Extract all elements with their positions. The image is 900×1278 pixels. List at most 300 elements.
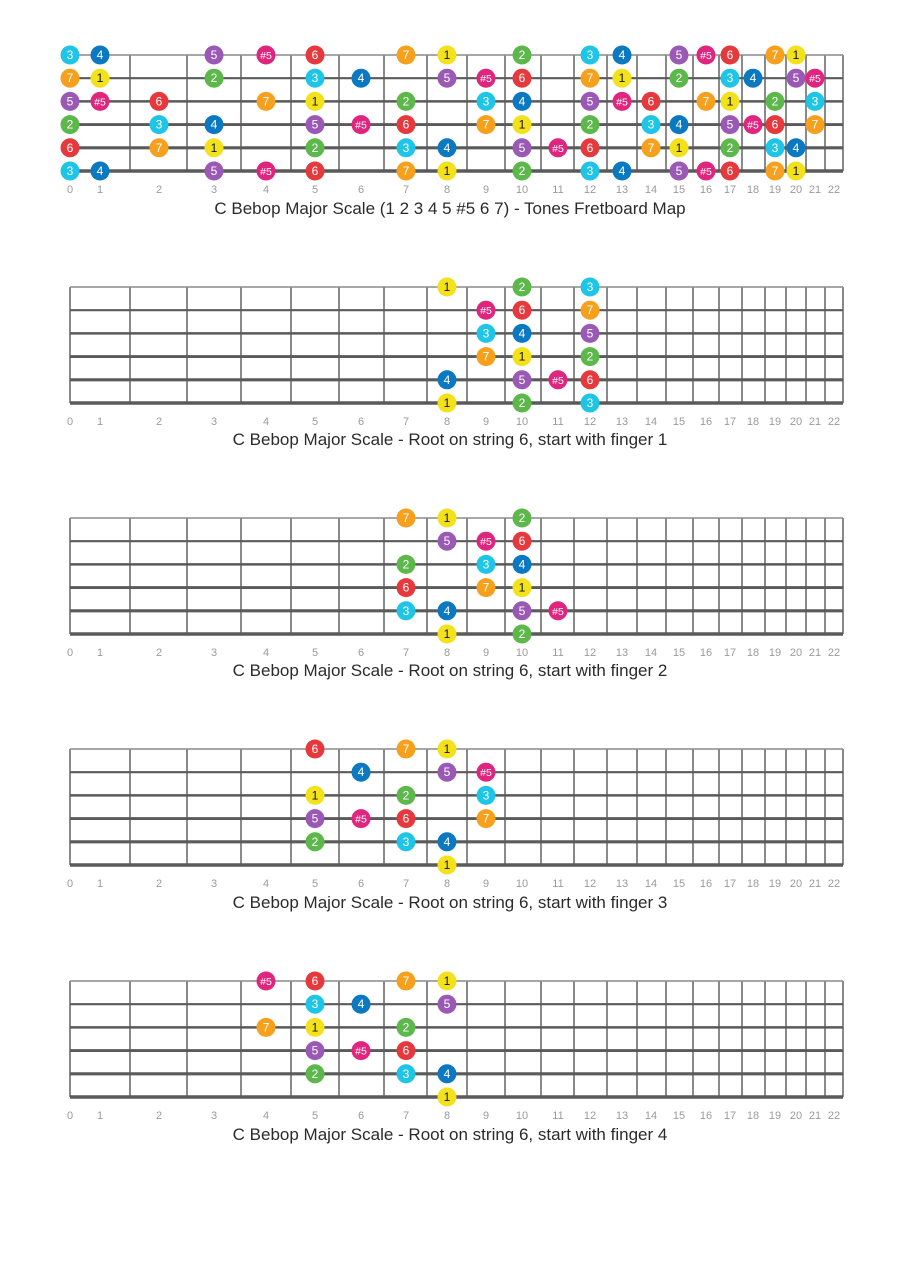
svg-text:6: 6 — [586, 372, 594, 387]
note-dot — [721, 162, 740, 181]
note-dot — [581, 370, 600, 389]
fret-number: 4 — [262, 878, 270, 890]
note-dot — [438, 763, 457, 782]
note-dot — [397, 115, 416, 134]
fret-number: 14 — [644, 647, 658, 659]
svg-text:6: 6 — [311, 742, 319, 756]
svg-text:5: 5 — [586, 94, 594, 109]
svg-text:7: 7 — [811, 117, 819, 132]
note-dot — [670, 69, 689, 88]
svg-text:1: 1 — [311, 94, 319, 109]
fret-number: 13 — [615, 878, 629, 890]
note-dot — [438, 601, 457, 620]
svg-text:1: 1 — [311, 1020, 319, 1035]
svg-text:6: 6 — [647, 94, 655, 109]
svg-text:5: 5 — [518, 603, 526, 618]
note-dot — [397, 578, 416, 597]
fret-number: 7 — [402, 416, 410, 428]
fret-number: 22 — [827, 416, 841, 428]
svg-text:4: 4 — [443, 140, 451, 155]
svg-text:1: 1 — [443, 627, 451, 641]
svg-text:7: 7 — [402, 48, 410, 62]
svg-text:6: 6 — [518, 303, 526, 318]
svg-text:#5: #5 — [355, 1045, 367, 1058]
svg-text:#5: #5 — [355, 119, 367, 132]
note-dot — [581, 394, 600, 413]
caption-finger-3: C Bebop Major Scale - Root on string 6, start with finger 3 — [232, 893, 668, 912]
svg-text:#5: #5 — [700, 166, 712, 178]
fret-number: 9 — [482, 184, 490, 196]
fret-number: 7 — [402, 1110, 410, 1122]
note-dot — [438, 532, 457, 551]
note-dot — [91, 46, 110, 65]
fret-number: 18 — [746, 1110, 760, 1122]
svg-text:4: 4 — [675, 117, 683, 132]
fret-number: 20 — [789, 1110, 803, 1122]
caption-finger-2: C Bebop Major Scale - Root on string 6, start with finger 2 — [232, 661, 668, 680]
svg-text:5: 5 — [210, 48, 218, 62]
note-dot — [438, 1064, 457, 1083]
note-dot — [477, 555, 496, 574]
svg-text:#5: #5 — [480, 305, 492, 318]
note-dot — [697, 162, 716, 181]
note-dot — [257, 1018, 276, 1037]
fret-number: 1 — [96, 184, 104, 196]
svg-text:3: 3 — [771, 140, 779, 155]
svg-text:1: 1 — [96, 71, 104, 86]
fret-number: 6 — [357, 1110, 365, 1122]
note-dot — [61, 92, 80, 111]
note-dot — [513, 162, 532, 181]
svg-text:1: 1 — [792, 164, 800, 178]
fret-number: 14 — [644, 184, 658, 196]
note-dot — [581, 301, 600, 320]
note-dot — [721, 115, 740, 134]
svg-text:3: 3 — [402, 140, 410, 155]
note-dot — [513, 301, 532, 320]
fret-number: 21 — [808, 1110, 822, 1122]
svg-text:2: 2 — [66, 117, 74, 132]
note-dot — [613, 46, 632, 65]
svg-text:7: 7 — [647, 140, 655, 155]
fret-number: 5 — [311, 416, 319, 428]
fret-number: 14 — [644, 878, 658, 890]
svg-text:2: 2 — [518, 280, 526, 294]
fret-number: 2 — [155, 647, 163, 659]
fret-number: 4 — [262, 416, 270, 428]
note-dot — [61, 138, 80, 157]
svg-text:4: 4 — [443, 372, 451, 387]
note-dot — [91, 162, 110, 181]
note-dot — [438, 856, 457, 875]
note-dot — [306, 995, 325, 1014]
note-dot — [306, 809, 325, 828]
fretboard-finger-3 — [67, 740, 843, 891]
fret-number: 15 — [672, 878, 686, 890]
note-dot — [581, 69, 600, 88]
note-dot — [306, 115, 325, 134]
fret-number: 1 — [96, 878, 104, 890]
note-dot — [477, 301, 496, 320]
svg-text:1: 1 — [443, 1090, 451, 1104]
note-dot — [697, 46, 716, 65]
fret-number: 16 — [699, 878, 713, 890]
note-dot — [744, 115, 763, 134]
note-dot — [352, 995, 371, 1014]
fret-number: 4 — [262, 184, 270, 196]
fret-number: 21 — [808, 184, 822, 196]
svg-text:4: 4 — [792, 140, 800, 155]
note-dot — [477, 786, 496, 805]
svg-text:6: 6 — [66, 140, 74, 155]
fret-number: 13 — [615, 184, 629, 196]
fret-number: 8 — [443, 647, 451, 659]
svg-text:2: 2 — [311, 1066, 319, 1081]
note-dot — [642, 138, 661, 157]
fret-number: 21 — [808, 878, 822, 890]
note-dot — [581, 115, 600, 134]
fret-number: 6 — [357, 878, 365, 890]
fret-number: 19 — [768, 1110, 782, 1122]
svg-text:3: 3 — [586, 396, 594, 410]
note-dot — [306, 832, 325, 851]
note-dot — [150, 138, 169, 157]
fret-number: 14 — [644, 1110, 658, 1122]
fret-number: 4 — [262, 647, 270, 659]
svg-text:#5: #5 — [552, 142, 564, 155]
note-dot — [721, 138, 740, 157]
fret-number: 11 — [552, 647, 564, 659]
note-dot — [306, 1018, 325, 1037]
svg-text:6: 6 — [518, 71, 526, 86]
svg-text:5: 5 — [443, 997, 451, 1012]
fret-number: 3 — [210, 184, 218, 196]
fret-number: 7 — [402, 647, 410, 659]
fret-number: 3 — [210, 416, 218, 428]
svg-text:7: 7 — [262, 1020, 270, 1035]
svg-text:#5: #5 — [260, 166, 272, 178]
svg-text:3: 3 — [66, 48, 74, 62]
fret-number: 5 — [311, 878, 319, 890]
fret-number: 16 — [699, 1110, 713, 1122]
note-dot — [306, 138, 325, 157]
svg-text:7: 7 — [702, 94, 710, 109]
note-dot — [150, 115, 169, 134]
svg-text:7: 7 — [586, 303, 594, 318]
fretboard-tones-map — [61, 46, 844, 197]
note-dot — [513, 625, 532, 644]
fret-number: 2 — [155, 416, 163, 428]
fret-number: 1 — [96, 1110, 104, 1122]
note-dot — [306, 786, 325, 805]
svg-text:5: 5 — [675, 164, 683, 178]
fretboard-finger-4 — [67, 972, 843, 1123]
note-dot — [397, 162, 416, 181]
fret-number: 0 — [66, 416, 74, 428]
note-dot — [397, 46, 416, 65]
note-dot — [438, 46, 457, 65]
fret-number: 20 — [789, 878, 803, 890]
svg-text:7: 7 — [482, 117, 490, 132]
svg-text:7: 7 — [402, 511, 410, 525]
note-dot — [61, 162, 80, 181]
svg-text:#5: #5 — [480, 73, 492, 86]
svg-text:4: 4 — [749, 71, 757, 86]
svg-text:3: 3 — [311, 71, 319, 86]
svg-text:1: 1 — [518, 580, 526, 595]
svg-text:2: 2 — [675, 71, 683, 86]
svg-text:4: 4 — [443, 603, 451, 618]
svg-text:5: 5 — [586, 326, 594, 341]
note-dot — [61, 46, 80, 65]
note-dot — [549, 370, 568, 389]
fret-number: 20 — [789, 184, 803, 196]
note-dot — [438, 832, 457, 851]
note-dot — [306, 162, 325, 181]
svg-text:6: 6 — [771, 117, 779, 132]
fret-number: 10 — [515, 416, 529, 428]
note-dot — [477, 532, 496, 551]
note-dot — [613, 69, 632, 88]
svg-text:5: 5 — [726, 117, 734, 132]
note-dot — [397, 555, 416, 574]
svg-text:4: 4 — [518, 557, 526, 572]
svg-text:3: 3 — [482, 326, 490, 341]
note-dot — [306, 972, 325, 991]
note-dot — [581, 138, 600, 157]
svg-text:1: 1 — [518, 349, 526, 364]
note-dot — [477, 347, 496, 366]
svg-text:1: 1 — [311, 788, 319, 803]
svg-text:7: 7 — [262, 94, 270, 109]
fret-number: 18 — [746, 416, 760, 428]
note-dot — [513, 532, 532, 551]
svg-text:5: 5 — [311, 811, 319, 826]
svg-text:1: 1 — [726, 94, 734, 109]
fret-number: 22 — [827, 1110, 841, 1122]
fret-number: 5 — [311, 184, 319, 196]
svg-text:3: 3 — [402, 834, 410, 849]
note-dot — [438, 162, 457, 181]
svg-text:3: 3 — [66, 164, 74, 178]
fret-number: 9 — [482, 1110, 490, 1122]
svg-text:1: 1 — [443, 396, 451, 410]
fret-number: 15 — [672, 416, 686, 428]
svg-text:5: 5 — [311, 117, 319, 132]
note-dot — [477, 578, 496, 597]
fret-number: 13 — [615, 416, 629, 428]
svg-text:#5: #5 — [480, 536, 492, 549]
svg-text:1: 1 — [443, 742, 451, 756]
fret-number: 11 — [552, 184, 564, 196]
fret-number: 17 — [723, 184, 737, 196]
fret-number: 5 — [311, 647, 319, 659]
note-dot — [397, 138, 416, 157]
fret-number: 9 — [482, 878, 490, 890]
note-dot — [513, 601, 532, 620]
note-dot — [397, 809, 416, 828]
note-dot — [257, 92, 276, 111]
note-dot — [438, 972, 457, 991]
svg-text:2: 2 — [402, 94, 410, 109]
fret-number: 15 — [672, 184, 686, 196]
svg-text:4: 4 — [96, 48, 104, 62]
svg-text:7: 7 — [402, 164, 410, 178]
fret-number: 17 — [723, 878, 737, 890]
note-dot — [513, 46, 532, 65]
fret-number: 16 — [699, 184, 713, 196]
svg-text:2: 2 — [518, 511, 526, 525]
fret-number: 21 — [808, 416, 822, 428]
svg-text:5: 5 — [792, 71, 800, 86]
svg-text:4: 4 — [443, 834, 451, 849]
svg-text:4: 4 — [618, 164, 626, 178]
fret-number: 14 — [644, 416, 658, 428]
note-dot — [352, 69, 371, 88]
note-dot — [438, 370, 457, 389]
fret-number: 0 — [66, 184, 74, 196]
fret-number: 22 — [827, 184, 841, 196]
svg-text:#5: #5 — [809, 73, 821, 86]
note-dot — [438, 625, 457, 644]
note-dot — [397, 786, 416, 805]
note-dot — [513, 394, 532, 413]
note-dot — [397, 92, 416, 111]
fret-number: 19 — [768, 878, 782, 890]
fret-number: 18 — [746, 878, 760, 890]
note-dot — [61, 115, 80, 134]
note-dot — [91, 69, 110, 88]
fret-number: 8 — [443, 416, 451, 428]
svg-text:2: 2 — [402, 557, 410, 572]
svg-text:4: 4 — [518, 326, 526, 341]
note-dot — [257, 162, 276, 181]
fret-number: 4 — [262, 1110, 270, 1122]
svg-text:5: 5 — [518, 372, 526, 387]
note-dot — [205, 115, 224, 134]
note-dot — [766, 162, 785, 181]
note-dot — [306, 1041, 325, 1060]
note-dot — [150, 92, 169, 111]
svg-text:2: 2 — [518, 396, 526, 410]
svg-text:2: 2 — [726, 140, 734, 155]
note-dot — [806, 69, 825, 88]
svg-text:6: 6 — [155, 94, 163, 109]
fret-number: 7 — [402, 878, 410, 890]
note-dot — [397, 1041, 416, 1060]
fret-number: 8 — [443, 184, 451, 196]
fret-number: 0 — [66, 1110, 74, 1122]
note-dot — [806, 115, 825, 134]
note-dot — [581, 92, 600, 111]
svg-text:3: 3 — [811, 94, 819, 109]
svg-text:4: 4 — [357, 997, 365, 1012]
note-dot — [721, 92, 740, 111]
svg-text:3: 3 — [482, 94, 490, 109]
fret-number: 6 — [357, 647, 365, 659]
svg-text:1: 1 — [792, 48, 800, 62]
svg-text:3: 3 — [586, 280, 594, 294]
note-dot — [397, 1064, 416, 1083]
fret-number: 20 — [789, 416, 803, 428]
svg-text:1: 1 — [518, 117, 526, 132]
fret-number: 20 — [789, 647, 803, 659]
fret-number: 17 — [723, 1110, 737, 1122]
note-dot — [513, 278, 532, 297]
svg-text:2: 2 — [210, 71, 218, 86]
note-dot — [438, 69, 457, 88]
svg-text:3: 3 — [311, 997, 319, 1012]
svg-text:2: 2 — [311, 140, 319, 155]
note-dot — [397, 601, 416, 620]
note-dot — [205, 138, 224, 157]
fret-number: 11 — [552, 878, 564, 890]
svg-text:3: 3 — [402, 1066, 410, 1081]
svg-text:3: 3 — [402, 603, 410, 618]
svg-text:7: 7 — [155, 140, 163, 155]
svg-text:2: 2 — [311, 834, 319, 849]
note-dot — [477, 69, 496, 88]
svg-text:1: 1 — [443, 511, 451, 525]
svg-text:6: 6 — [726, 164, 734, 178]
note-dot — [306, 92, 325, 111]
svg-text:#5: #5 — [552, 374, 564, 387]
note-dot — [549, 601, 568, 620]
svg-text:2: 2 — [402, 1020, 410, 1035]
svg-text:5: 5 — [311, 1043, 319, 1058]
fret-number: 3 — [210, 878, 218, 890]
svg-text:5: 5 — [443, 765, 451, 780]
svg-text:5: 5 — [443, 534, 451, 549]
note-dot — [513, 69, 532, 88]
svg-text:1: 1 — [210, 140, 218, 155]
svg-text:6: 6 — [518, 534, 526, 549]
fret-number: 17 — [723, 647, 737, 659]
fret-number: 7 — [402, 184, 410, 196]
fret-number: 18 — [746, 184, 760, 196]
fret-number: 10 — [515, 1110, 529, 1122]
note-dot — [438, 509, 457, 528]
note-dot — [513, 324, 532, 343]
svg-text:2: 2 — [518, 627, 526, 641]
fret-number: 8 — [443, 1110, 451, 1122]
note-dot — [513, 115, 532, 134]
fret-number: 19 — [768, 647, 782, 659]
svg-text:6: 6 — [586, 140, 594, 155]
note-dot — [61, 69, 80, 88]
svg-text:1: 1 — [443, 280, 451, 294]
fret-number: 1 — [96, 416, 104, 428]
note-dot — [205, 46, 224, 65]
svg-text:#5: #5 — [260, 976, 272, 988]
note-dot — [721, 69, 740, 88]
fret-number: 12 — [583, 1110, 597, 1122]
note-dot — [787, 69, 806, 88]
fretboard-finger-2 — [67, 509, 843, 660]
svg-text:#5: #5 — [355, 813, 367, 826]
svg-text:3: 3 — [726, 71, 734, 86]
note-dot — [205, 162, 224, 181]
note-dot — [306, 1064, 325, 1083]
svg-text:7: 7 — [586, 71, 594, 86]
fret-number: 2 — [155, 184, 163, 196]
fret-number: 15 — [672, 1110, 686, 1122]
svg-text:6: 6 — [402, 1043, 410, 1058]
svg-text:6: 6 — [402, 117, 410, 132]
svg-text:5: 5 — [210, 164, 218, 178]
svg-text:2: 2 — [518, 48, 526, 62]
note-dot — [257, 46, 276, 65]
